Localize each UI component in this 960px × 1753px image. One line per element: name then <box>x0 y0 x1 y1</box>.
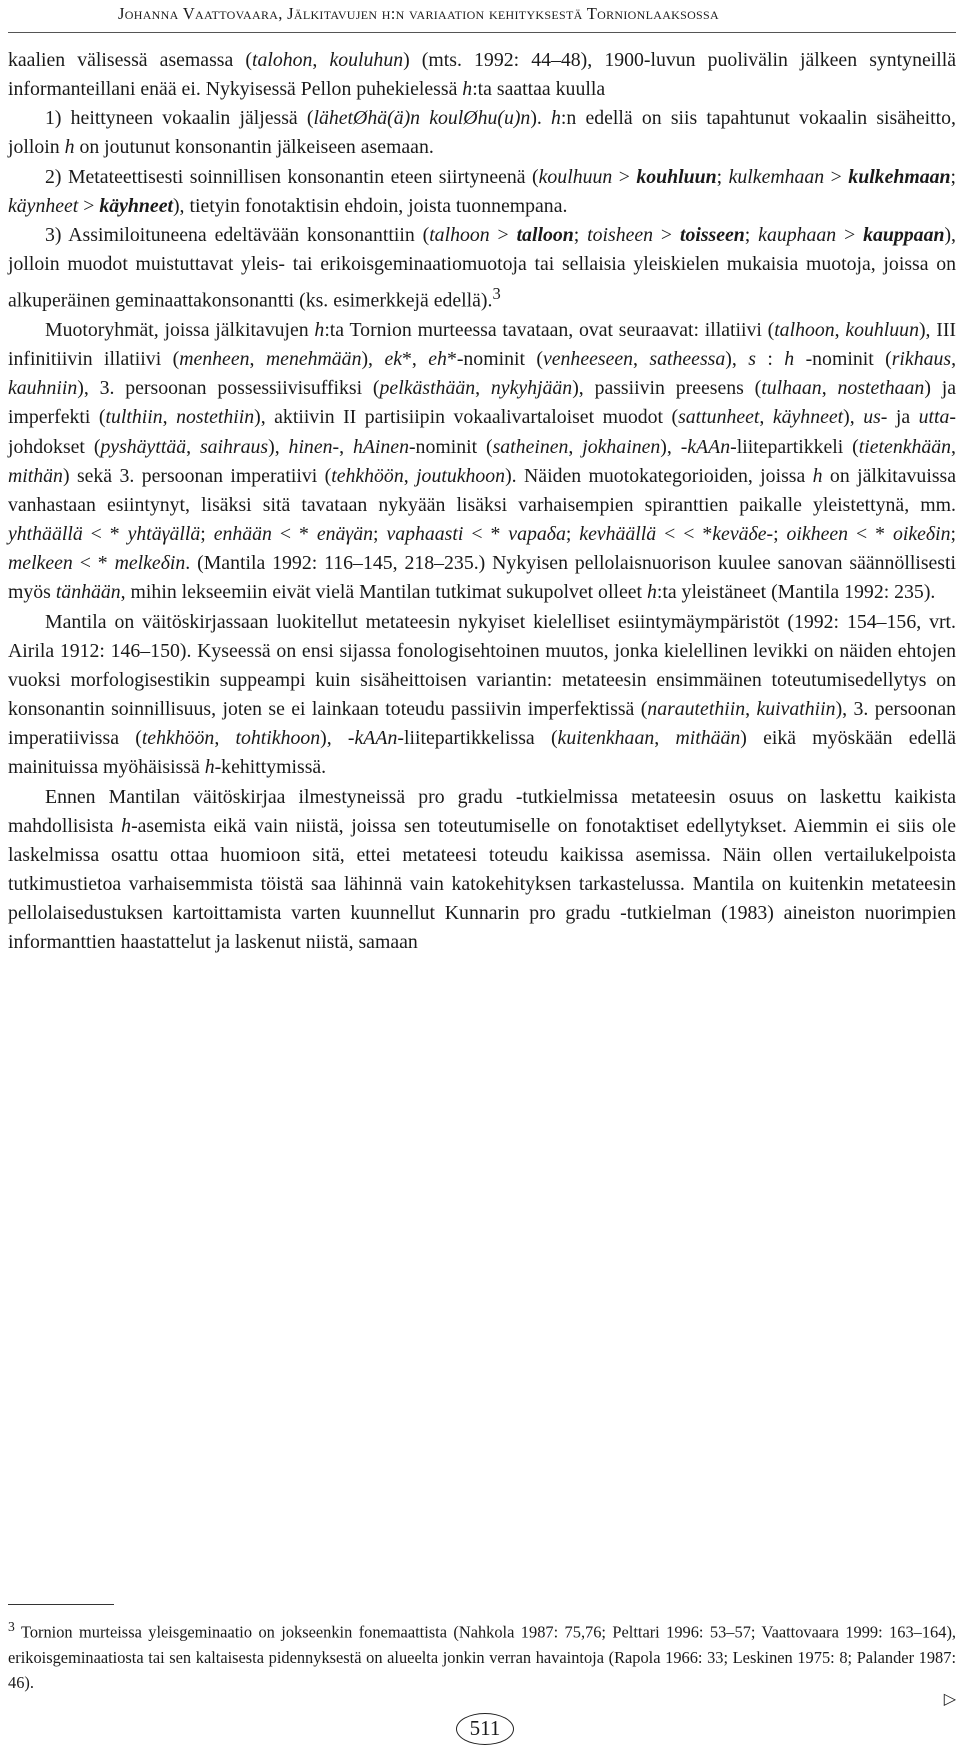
footnote-3: $^3$ Tornion murteissa yleisgeminaatio on jokseenkin fonemaattista (Nahkola 1987: 75,76; Pelttari 1996: 53–57; Vaattovaara 1999: 163–164), erikoisgeminaatiosta tai sen kaltaisesta pidennyksestä on alueelta jonkin verran havaintoja (Rapola 1966: 33; Leskinen 1975: 8; Palander 1987: 46). <box>8 1619 956 1693</box>
paragraph-0: kaalien välisessä asemassa (talohon, kouluhun) (mts. 1992: 44–48), 1900-luvun puolivälin jälkeen syntyneillä informanteillani enää ei. Nykyisessä Pellon puhekielessä h:ta saattaa kuulla <box>8 49 957 101</box>
paragraph-1: 1) heittyneen vokaalin jäljessä (lähetØhä(ä)n koulØhu(u)n). h:n edellä on siis tapahtunut vokaalin sisäheitto, jolloin h on joutunut konsonantin jälkeiseen asemaan. <box>8 107 957 159</box>
journal-page <box>8 0 956 1753</box>
continued-arrow-icon: ▷ <box>943 1691 956 1708</box>
footnote-rule <box>8 1604 114 1605</box>
paragraph-6: Ennen Mantilan väitöskirjaa ilmestyneissä pro gradu -tutkielmissa metateesin osuus on laskettu kaikista mahdollisista h-asemista eikä vain niistä, joissa sen toteutumiselle on fonotaktiset edellytykset. Aiemmin ei siis ole laskelmissa osattu ottaa huomioon sitä, ettei metateesi toteudu kaikissa asemissa. Näin ollen vertailukelpoista tutkimustietoa varhaisemmista töistä saa lähinnä vain katokehityksen tarkastelussa. Mantila on kuitenkin metateesin pellolaisedustuksen kartoittamista varten kuunnellut Kunnarin pro gradu -tutkielman (1983) aineiston nuorimpien informanttien haastattelut ja laskenut niistä, samaan <box>8 785 956 954</box>
footnote <box>8 1614 956 1696</box>
paragraph-3: 3) Assimiloituneena edeltävään konsonanttiin (talhoon > talloon; toisheen > toisseen; kauphaan > kauppaan), jolloin muodot muistuttavat yleis- tai erikoisgeminaatiomuotoja tai sellaisia yleiskielen mukaisia muotoja, joissa on alkuperäinen geminaattakonsonantti (ks. esimerkkejä edellä).$^3$ <box>8 223 957 312</box>
paragraph-5: Mantila on väitöskirjassaan luokitellut metateesin nykyiset kielelliset esiintymäympäristöt (1992: 154–156, vrt. Airila 1912: 146–150). Kyseessä on ensi sijassa fonologisehtoinen muutos, jonka kielellinen levikki on näiden ehtojen vuoksi morfologisestikin suppeampi kuin sisäheittoisen variantin: metateesin ensimmäinen toteutumisedellytys on konsonantin soinnillisuus, joten se ei lainkaan toteudu passiivin imperfektissä (narautethiin, kuivathiin), 3. persoonan imperatiivissa (tehkhöön, tohtikhoon), -kAAn-liitepartikkelissa (kuitenkhaan, mithään) eikä myöskään edellä mainituissa myöhäisissä h-kehittymissä. <box>8 610 957 779</box>
paragraph-4: Muotoryhmät, joissa jälkitavujen h:ta Tornion murteessa tavataan, ovat seuraavat: illatiivi (talhoon, kouhluun), III infinitiivin illatiivi (menheen, menehmään), ek*, eh*-nominit (venheeseen, satheessa), s : h -nominit (rikhaus, kauhniin), 3. persoonan possessiivisuffiksi (pelkästhään, nykyhjään), passiivin preesens (tulhaan, nostethaan) ja imperfekti (tulthiin, nostethiin), aktiivin II partisiipin vokaalivartaloiset muodot (sattunheet, käyhneet), us- ja utta-johdokset (pyshäyttää, saihraus), hinen-, hAinen-nominit (satheinen, jokhainen), -kAAn-liitepartikkeli (tietenkhään, mithän) sekä 3. persoonan imperatiivi (tehkhöön, joutukhoon). Näiden muotokategorioiden, joissa h on jälkitavuissa vanhastaan esiintynyt, lisäksi sitä tavataan nykyään lisäksi varhaisempien spiranttien paikalle yleistettynä, mm. yhthäällä < * yhtäγällä; enhään < * enäγän; vaphaasti < * vapaδa; kevhäällä < < *keväδe-; oikheen < * oikeδin; melkeen < * melkeδin. (Mantila 1992: 116–145, 218–235.) Nykyisen pellolaisnuorison kuulee sanovan säännöllisesti myös tänhään, mihin lekseemiin eivät vielä Mantilan tutkimat sukupolvet olleet h:ta yleistäneet (Mantila 1992: 235). <box>8 319 957 604</box>
page-number: 511 <box>456 1713 514 1745</box>
paragraph-2: 2) Metateettisesti soinnillisen konsonantin eteen siirtyneenä (koulhuun > kouhluun; kulkemhaan > kulkehmaan; käynheet > käyhneet), tietyin fonotaktisin ehdoin, joista tuonnempana. <box>8 165 957 217</box>
header-rule <box>8 32 956 33</box>
running-head: Johanna Vaattovaara, Jälkitavujen h:n variaation kehityksestä Tornionlaaksossa <box>118 4 719 23</box>
body-text <box>8 46 956 957</box>
